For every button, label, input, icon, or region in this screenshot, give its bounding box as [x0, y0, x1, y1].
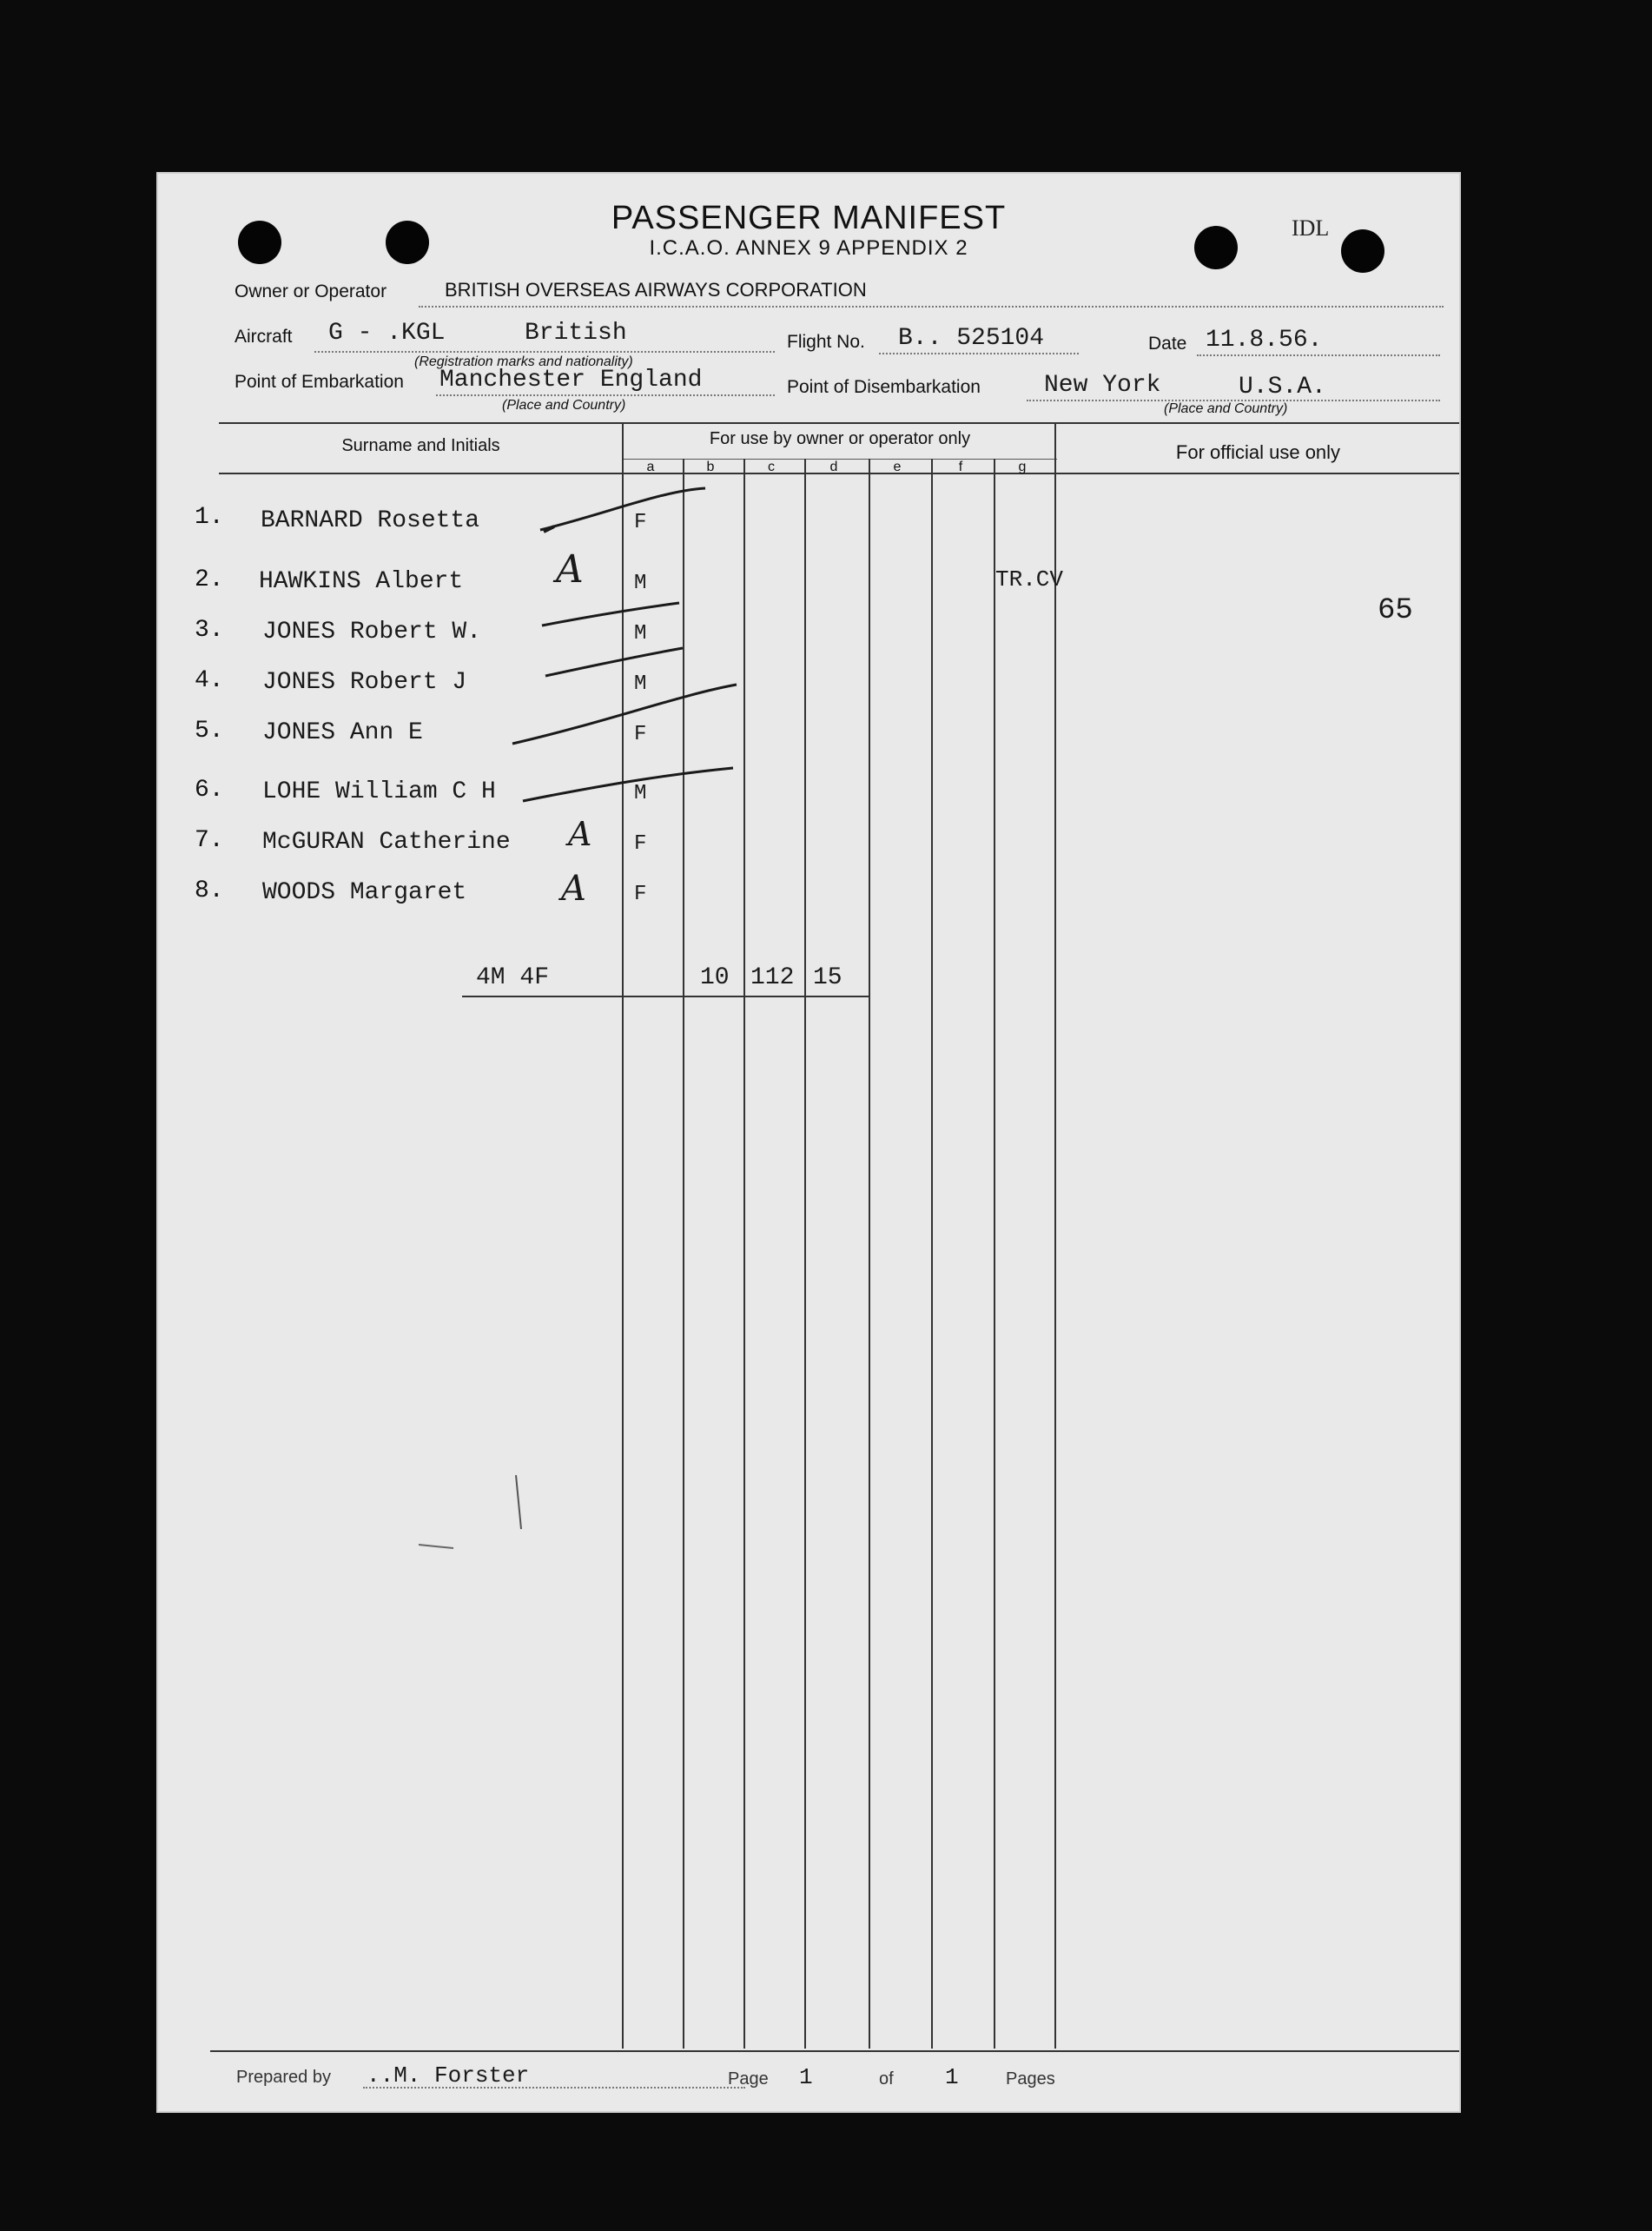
row-number: 5. — [195, 718, 224, 745]
disembarkation-city: New York — [1044, 372, 1161, 399]
page-label: Page — [728, 2069, 769, 2089]
column-c-label: c — [768, 460, 775, 474]
handwritten-mark: A — [556, 547, 584, 592]
passenger-sex: F — [634, 723, 647, 746]
column-f-label: f — [958, 460, 963, 474]
aircraft-label: Aircraft — [235, 327, 293, 347]
row-number: 2. — [195, 566, 224, 593]
passenger-name: WOODS Margaret — [262, 879, 467, 906]
aircraft-nationality: British — [525, 320, 627, 347]
disembarkation-country: U.S.A. — [1239, 374, 1326, 401]
total-column-b: 10 — [700, 964, 730, 991]
prepared-by-label: Prepared by — [236, 2068, 331, 2087]
pages-label: Pages — [1006, 2069, 1055, 2089]
aircraft-registration: G - .KGL — [328, 320, 446, 347]
of-label: of — [879, 2069, 894, 2089]
prepared-dotted-line — [363, 2087, 745, 2089]
passenger-sex: M — [634, 572, 647, 595]
date-label: Date — [1148, 334, 1187, 354]
passenger-name: McGURAN Catherine — [262, 829, 511, 856]
column-a-label: a — [646, 460, 655, 474]
flight-number: B.. 525104 — [898, 325, 1045, 352]
owner-use-header: For use by owner or operator only — [709, 429, 971, 448]
surname-column-header: Surname and Initials — [341, 436, 500, 455]
embarkation-label: Point of Embarkation — [235, 372, 404, 392]
row-number: 3. — [195, 617, 224, 644]
official-use-note: 65 — [1378, 594, 1413, 627]
row-number: 4. — [195, 667, 224, 694]
column-e-label: e — [893, 460, 902, 474]
handwritten-mark: A — [568, 815, 592, 853]
row-number: 7. — [195, 827, 224, 854]
of-value: 1 — [945, 2064, 959, 2090]
passenger-sex: F — [634, 832, 647, 856]
row-number: 8. — [195, 877, 224, 904]
prepared-by-value: ..M. Forster — [367, 2062, 530, 2089]
footer-rule — [210, 2050, 1459, 2052]
passenger-name: HAWKINS Albert — [259, 568, 464, 595]
column-g-note: TR.CV — [995, 566, 1064, 593]
total-column-d: 15 — [813, 964, 843, 991]
owner-value: BRITISH OVERSEAS AIRWAYS CORPORATION — [445, 279, 867, 301]
passenger-sex: F — [634, 883, 647, 906]
document-subtitle: I.C.A.O. ANNEX 9 APPENDIX 2 — [649, 236, 968, 260]
total-column-c: 112 — [750, 964, 795, 991]
embarkation-place-note: (Place and Country) — [502, 398, 626, 413]
handwritten-mark: A — [561, 869, 586, 909]
flight-label: Flight No. — [787, 332, 865, 352]
page-value: 1 — [799, 2064, 813, 2090]
passenger-sex: M — [634, 622, 647, 645]
document-title: PASSENGER MANIFEST — [611, 200, 1007, 236]
passenger-name: JONES Robert W. — [262, 619, 482, 645]
column-g-label: g — [1018, 460, 1027, 474]
manifest-sheet — [156, 172, 1461, 2113]
passenger-name: LOHE William C H — [262, 778, 496, 805]
row-number: 1. — [195, 504, 224, 531]
passenger-name: BARNARD Rosetta — [261, 507, 480, 534]
embarkation-value: Manchester England — [439, 367, 703, 394]
passenger-sex: F — [634, 511, 647, 534]
passenger-sex: M — [634, 672, 647, 696]
handwritten-strike-lines — [158, 174, 1459, 2111]
passenger-name: JONES Ann E — [262, 719, 423, 746]
date-value: 11.8.56. — [1206, 327, 1323, 354]
column-b-label: b — [706, 460, 715, 474]
official-use-header: For official use only — [1175, 441, 1341, 463]
passenger-name: JONES Robert J — [262, 669, 467, 696]
registration-note: (Registration marks and nationality) — [414, 354, 633, 369]
disembarkation-place-note: (Place and Country) — [1164, 401, 1288, 416]
totals-summary: 4M 4F — [476, 964, 550, 991]
owner-label: Owner or Operator — [235, 281, 387, 301]
corner-handwritten-mark: IDL — [1292, 215, 1330, 241]
row-number: 6. — [195, 777, 224, 804]
totals-rule — [462, 996, 870, 997]
column-d-label: d — [829, 460, 838, 474]
disembarkation-label: Point of Disembarkation — [787, 377, 981, 397]
passenger-sex: M — [634, 782, 647, 805]
